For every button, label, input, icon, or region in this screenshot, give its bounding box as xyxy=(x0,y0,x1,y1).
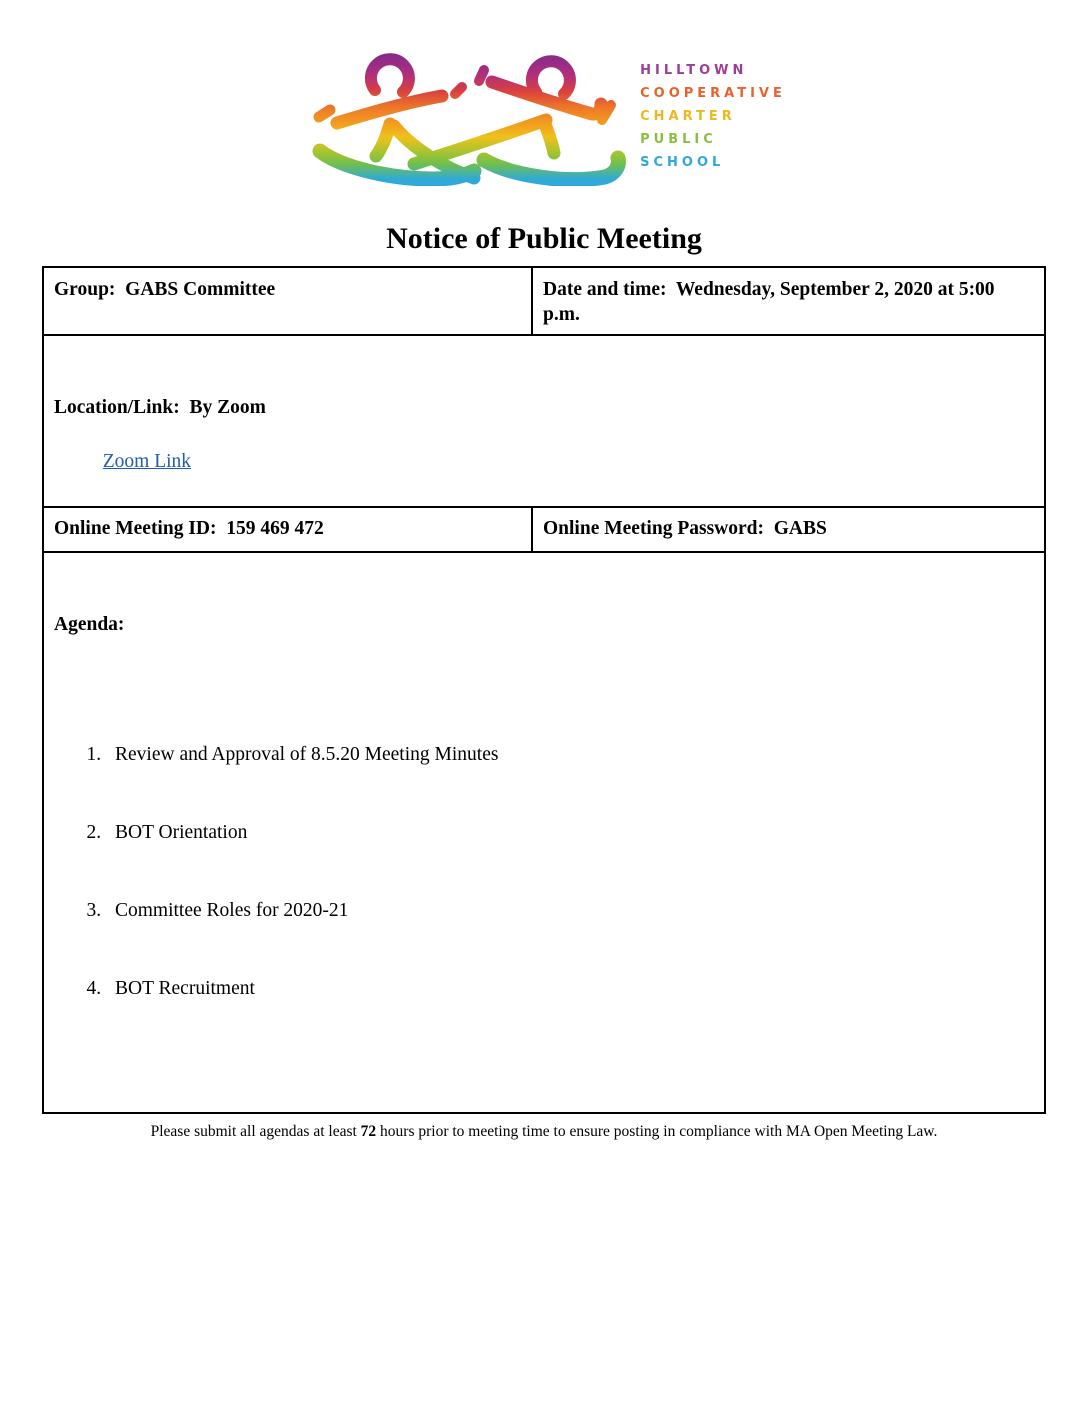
table-row xyxy=(43,335,1045,507)
school-name-line: HILLTOWN xyxy=(640,63,748,78)
footer-note-hours: 72 xyxy=(360,1123,377,1141)
agenda-item: 1. Review and Approval of 8.5.20 Meeting Minutes xyxy=(106,743,1034,767)
footer-note xyxy=(127,1120,962,1143)
meeting-password-cell: Online Meeting Password: GABS xyxy=(532,507,1045,552)
rainbow-dancing-figures-icon xyxy=(302,46,632,186)
agenda-heading: Agenda: xyxy=(54,614,125,636)
datetime-cell: Date and time: Wednesday, September 2, 2020 at 5:00 p.m. xyxy=(532,267,1045,335)
meeting-table xyxy=(42,266,1046,1114)
page-title: Notice of Public Meeting xyxy=(386,222,702,255)
footer-note-text: Please submit all agendas at least xyxy=(150,1123,361,1141)
table-row xyxy=(43,552,1045,1113)
school-name-line: PUBLIC xyxy=(640,132,717,147)
agenda-item: 2. BOT Orientation xyxy=(106,821,1034,845)
school-name-line: SCHOOL xyxy=(640,155,725,170)
agenda-item: 3. Committee Roles for 2020-21 xyxy=(106,899,1034,923)
location-label: Location/Link: By Zoom xyxy=(54,397,266,419)
location-cell xyxy=(43,335,1045,507)
agenda-cell xyxy=(43,552,1045,1113)
school-name-line: COOPERATIVE xyxy=(640,86,786,101)
agenda-item: 4. BOT Recruitment xyxy=(106,977,1034,1001)
meeting-id-cell: Online Meeting ID: 159 469 472 xyxy=(43,507,532,552)
agenda-list xyxy=(54,692,1034,1055)
footer-note-text: hours prior to meeting time to ensure posting in compliance with MA Open Meeting Law. xyxy=(376,1123,938,1141)
school-name-line: CHARTER xyxy=(640,109,736,124)
group-cell: Group: GABS Committee xyxy=(43,267,532,335)
table-row xyxy=(43,507,1045,552)
table-row xyxy=(43,267,1045,335)
school-name xyxy=(640,46,786,174)
school-logo xyxy=(0,0,1088,186)
zoom-link[interactable]: Zoom Link xyxy=(102,451,192,473)
